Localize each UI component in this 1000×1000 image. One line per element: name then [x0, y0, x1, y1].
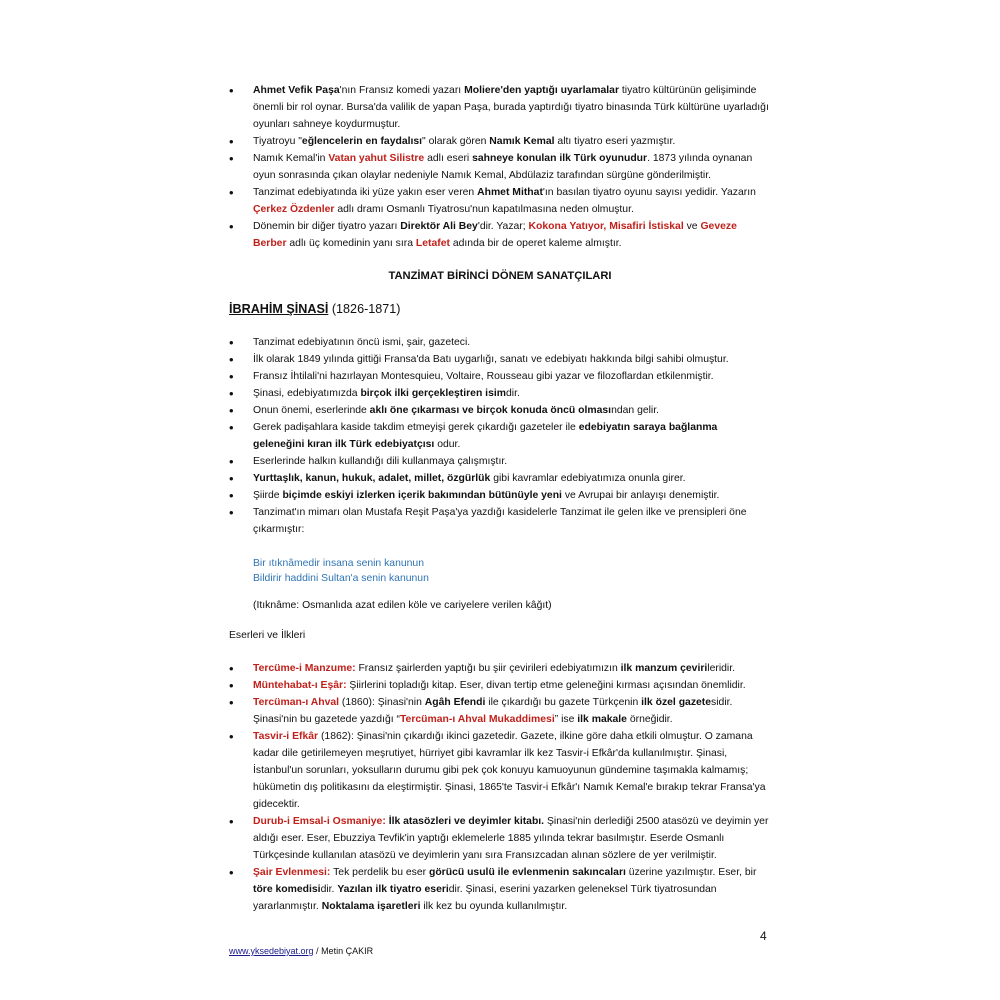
list-item: • Durub-i Emsal-i Osmaniye: İlk atasözleri ve deyimler kitabı. Şinasi'nin derlediği 2500 atasözü ve deyimin yer aldığı eser. Eser, Ebuzziya Tevfik'in yaptığı eklemelerle 1885 yılında tekrar basılmıştır. Eserde Osmanlı Türkçesinde kullanılan atasözü ve deyimlerin yanı sıra Fransızcadan alınan sözlere de yer verilmiştir. — [229, 813, 769, 864]
list-item: • Yurttaşlık, kanun, hukuk, adalet, millet, özgürlük gibi kavramlar edebiyatımıza onunla girer. — [229, 470, 769, 487]
list-item: • Fransız İhtilali'ni hazırlayan Montesquieu, Voltaire, Rousseau gibi yazar ve filozoflardan etkilenmiştir. — [229, 368, 769, 385]
footer-author: Metin ÇAKIR — [321, 946, 374, 956]
list-item: • Şinasi, edebiyatımızda birçok ilki gerçekleştiren isimdir. — [229, 385, 769, 402]
author-heading — [229, 302, 400, 316]
page-number: 4 — [760, 929, 767, 943]
list-item: • Tercüme-i Manzume: Fransız şairlerden yaptığı bu şiir çevirileri edebiyatımızın ilk manzum çevirileridir. — [229, 660, 769, 677]
works-heading: Eserleri ve İlkleri — [229, 630, 306, 641]
list-item: • Tanzimat edebiyatında iki yüze yakın eser veren Ahmet Mithat'ın basılan tiyatro oyunu sayısı yedidir. Yazarın Çerkez Özdenler adlı dramı Osmanlı Tiyatrosu'nun kapatılmasına neden olmuştur. — [229, 184, 769, 218]
poem-quote — [253, 556, 429, 586]
list-item: • Onun önemi, eserlerinde aklı öne çıkarması ve birçok konuda öncü olmasından gelir. — [229, 402, 769, 419]
section-title: TANZİMAT BİRİNCİ DÖNEM SANATÇILARI — [388, 270, 612, 282]
list-item: • Tanzimat edebiyatının öncü ismi, şair, gazeteci. — [229, 334, 769, 351]
works-bullet-list — [229, 660, 769, 915]
list-item: • Gerek padişahlara kaside takdim etmeyişi gerek çıkardığı gazeteler ile edebiyatın saraya bağlanma geleneğini kıran ilk Türk edebiyatçısı odur. — [229, 419, 769, 453]
list-item: • İlk olarak 1849 yılında gittiği Fransa'da Batı uygarlığı, sanatı ve edebiyatı hakkında bilgi sahibi olmuştur. — [229, 351, 769, 368]
list-item: • Namık Kemal'in Vatan yahut Silistre adlı eseri sahneye konulan ilk Türk oyunudur. 1873 yılında oynanan oyun sonrasında çıkan olaylar nedeniyle Namık Kemal, Abdülaziz tarafından sürgüne gönderilmiştir. — [229, 150, 769, 184]
list-item: • Şiirde biçimde eskiyi izlerken içerik bakımından bütünüyle yeni ve Avrupai bir anlayışı denemiştir. — [229, 487, 769, 504]
list-item: • Eserlerinde halkın kullandığı dili kullanmaya çalışmıştır. — [229, 453, 769, 470]
list-item: • Dönemin bir diğer tiyatro yazarı Direktör Ali Bey'dir. Yazar; Kokona Yatıyor, Misafiri İstiskal ve Geveze Berber adlı üç komedinin yanı sıra Letafet adında bir de operet kaleme almıştır. — [229, 218, 769, 252]
author-name: İBRAHİM ŞİNASİ — [229, 302, 329, 316]
list-item: • Tasvir-i Efkâr (1862): Şinasi'nin çıkardığı ikinci gazetedir. Gazete, ilkine göre daha etkili olmuştur. O zamana kadar dile getirilemeyen meşrutiyet, hürriyet gibi kavramlar ilk kez Tasvir-i Efkâr'da kullanılmıştır. Şinasi, İstanbul'un sorunları, yoksulların durumu gibi pek çok konuyu kamuoyunun gündemine taşımakla kalmamış; hükümetin dış politikasını da eleştirmiştir. Şinasi, 1865'te Tasvir-i Efkâr'ı Namık Kemal'e bırakıp tekrar Fransa'ya gidecektir. — [229, 728, 769, 813]
theatre-bullet-list — [229, 82, 769, 252]
list-item: • Tanzimat'ın mimarı olan Mustafa Reşit Paşa'ya yazdığı kasidelerle Tanzimat ile gelen ilke ve prensipleri öne çıkarmıştır: — [229, 504, 769, 538]
itikname-note: (Itıknâme: Osmanlıda azat edilen köle ve cariyelere verilen kâğıt) — [253, 600, 552, 611]
poem-line: Bir ıtıknâmedir insana senin kanunun — [253, 558, 424, 569]
list-item: • Tiyatroyu "eğlencelerin en faydalısı" olarak gören Namık Kemal altı tiyatro eseri yazmıştır. — [229, 133, 769, 150]
list-item: • Şair Evlenmesi: Tek perdelik bu eser görücü usulü ile evlenmenin sakıncaları üzerine yazılmıştır. Eser, bir töre komedisidir. Yazılan ilk tiyatro eseridir. Şinasi, eserini yazarken geleneksel Türk tiyatrosundan yararlanmıştır. Noktalama işaretleri ilk kez bu oyunda kullanılmıştır. — [229, 864, 769, 915]
poem-line: Bildirir haddini Sultan'a senin kanunun — [253, 573, 429, 584]
list-item: • Tercüman-ı Ahval (1860): Şinasi'nin Agâh Efendi ile çıkardığı bu gazete Türkçenin ilk özel gazetesidir. Şinasi'nin bu gazetede yazdığı “Tercüman-ı Ahval Mukaddimesi” ise ilk makale örneğidir. — [229, 694, 769, 728]
footer: www.yksedebiyat.org / Metin ÇAKIR — [229, 946, 374, 956]
footer-website-link[interactable]: www.yksedebiyat.org — [229, 946, 314, 956]
sinasi-bullet-list — [229, 334, 769, 538]
list-item: • Ahmet Vefik Paşa'nın Fransız komedi yazarı Moliere'den yaptığı uyarlamalar tiyatro kültürünün gelişiminde önemli bir rol oynar. Bursa'da valilik de yapan Paşa, burada yaptırdığı tiyatro binasında Türk kültürüne uyarladığı oyunları sahneye koydurmuştur. — [229, 82, 769, 133]
author-years: (1826-1871) — [328, 302, 401, 316]
list-item: • Müntehabat-ı Eşâr: Şiirlerini topladığı kitap. Eser, divan tertip etme geleneğini kırması açısından önemlidir. — [229, 677, 769, 694]
